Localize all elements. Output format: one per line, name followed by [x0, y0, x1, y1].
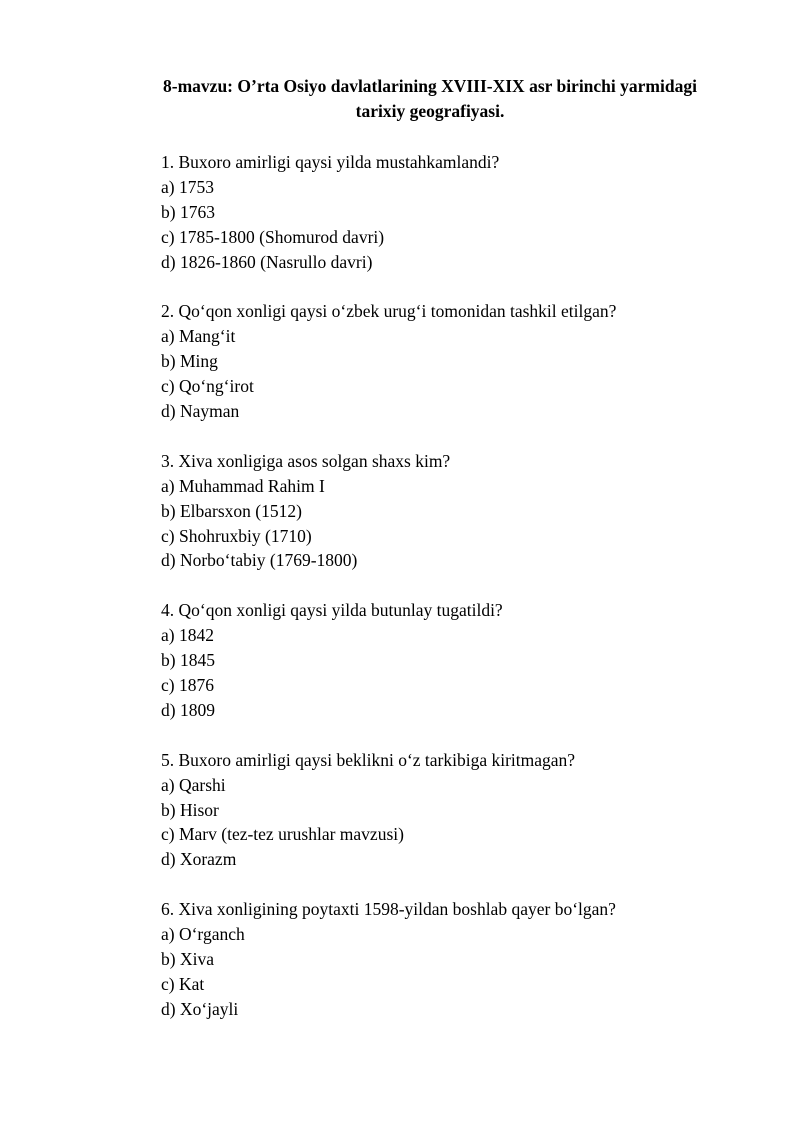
- answer-option-a: a) 1753: [161, 176, 214, 197]
- answer-option-d: d) Xorazm: [161, 849, 237, 870]
- question-3: [161, 449, 761, 574]
- document-title: [130, 74, 730, 124]
- answer-option-b: b) Elbarsxon (1512): [161, 500, 302, 521]
- answer-option-b: b) 1845: [161, 650, 215, 671]
- question-text: 5. Buxoro amirligi qaysi beklikni o‘z tarkibiga kiritmagan?: [161, 749, 576, 770]
- answer-option-d: d) Norbo‘tabiy (1769-1800): [161, 550, 358, 571]
- answer-option-c: c) 1876: [161, 674, 214, 695]
- answer-option-c: c) 1785-1800 (Shomurod davri): [161, 226, 385, 247]
- question-1: [161, 150, 761, 275]
- answer-option-a: a) Qarshi: [161, 774, 226, 795]
- answer-option-a: a) Mang‘it: [161, 326, 236, 347]
- answer-option-a: a) O‘rganch: [161, 924, 245, 945]
- answer-option-d: d) Nayman: [161, 401, 240, 422]
- question-text: 6. Xiva xonligining poytaxti 1598-yildan boshlab qayer bo‘lgan?: [161, 899, 616, 920]
- answer-option-d: d) 1809: [161, 699, 215, 720]
- question-list: [161, 150, 761, 1047]
- answer-option-b: b) 1763: [161, 201, 215, 222]
- answer-option-c: c) Qo‘ng‘irot: [161, 376, 254, 397]
- question-text: 4. Qo‘qon xonligi qaysi yilda butunlay tugatildi?: [161, 600, 503, 621]
- question-5: [161, 748, 761, 873]
- answer-option-b: b) Ming: [161, 351, 218, 372]
- answer-option-b: b) Xiva: [161, 948, 214, 969]
- answer-option-c: c) Kat: [161, 973, 205, 994]
- question-text: 3. Xiva xonligiga asos solgan shaxs kim?: [161, 450, 451, 471]
- answer-option-a: a) Muhammad Rahim I: [161, 475, 325, 496]
- answer-option-a: a) 1842: [161, 625, 214, 646]
- answer-option-c: c) Shohruxbiy (1710): [161, 525, 312, 546]
- question-text: 2. Qo‘qon xonligi qaysi o‘zbek urug‘i tomonidan tashkil etilgan?: [161, 301, 617, 322]
- question-text: 1. Buxoro amirligi qaysi yilda mustahkamlandi?: [161, 152, 500, 172]
- question-6: [161, 897, 761, 1022]
- question-4: [161, 598, 761, 723]
- question-2: [161, 299, 761, 424]
- answer-option-b: b) Hisor: [161, 799, 219, 820]
- title-line-2: tarixiy geografiyasi.: [355, 101, 505, 121]
- answer-option-c: c) Marv (tez-tez urushlar mavzusi): [161, 824, 404, 845]
- answer-option-d: d) 1826-1860 (Nasrullo davri): [161, 251, 373, 272]
- answer-option-d: d) Xo‘jayli: [161, 998, 239, 1019]
- title-line-1: 8-mavzu: O’rta Osiyo davlatlarining XVIII-XIX asr birinchi yarmidagi: [163, 76, 697, 96]
